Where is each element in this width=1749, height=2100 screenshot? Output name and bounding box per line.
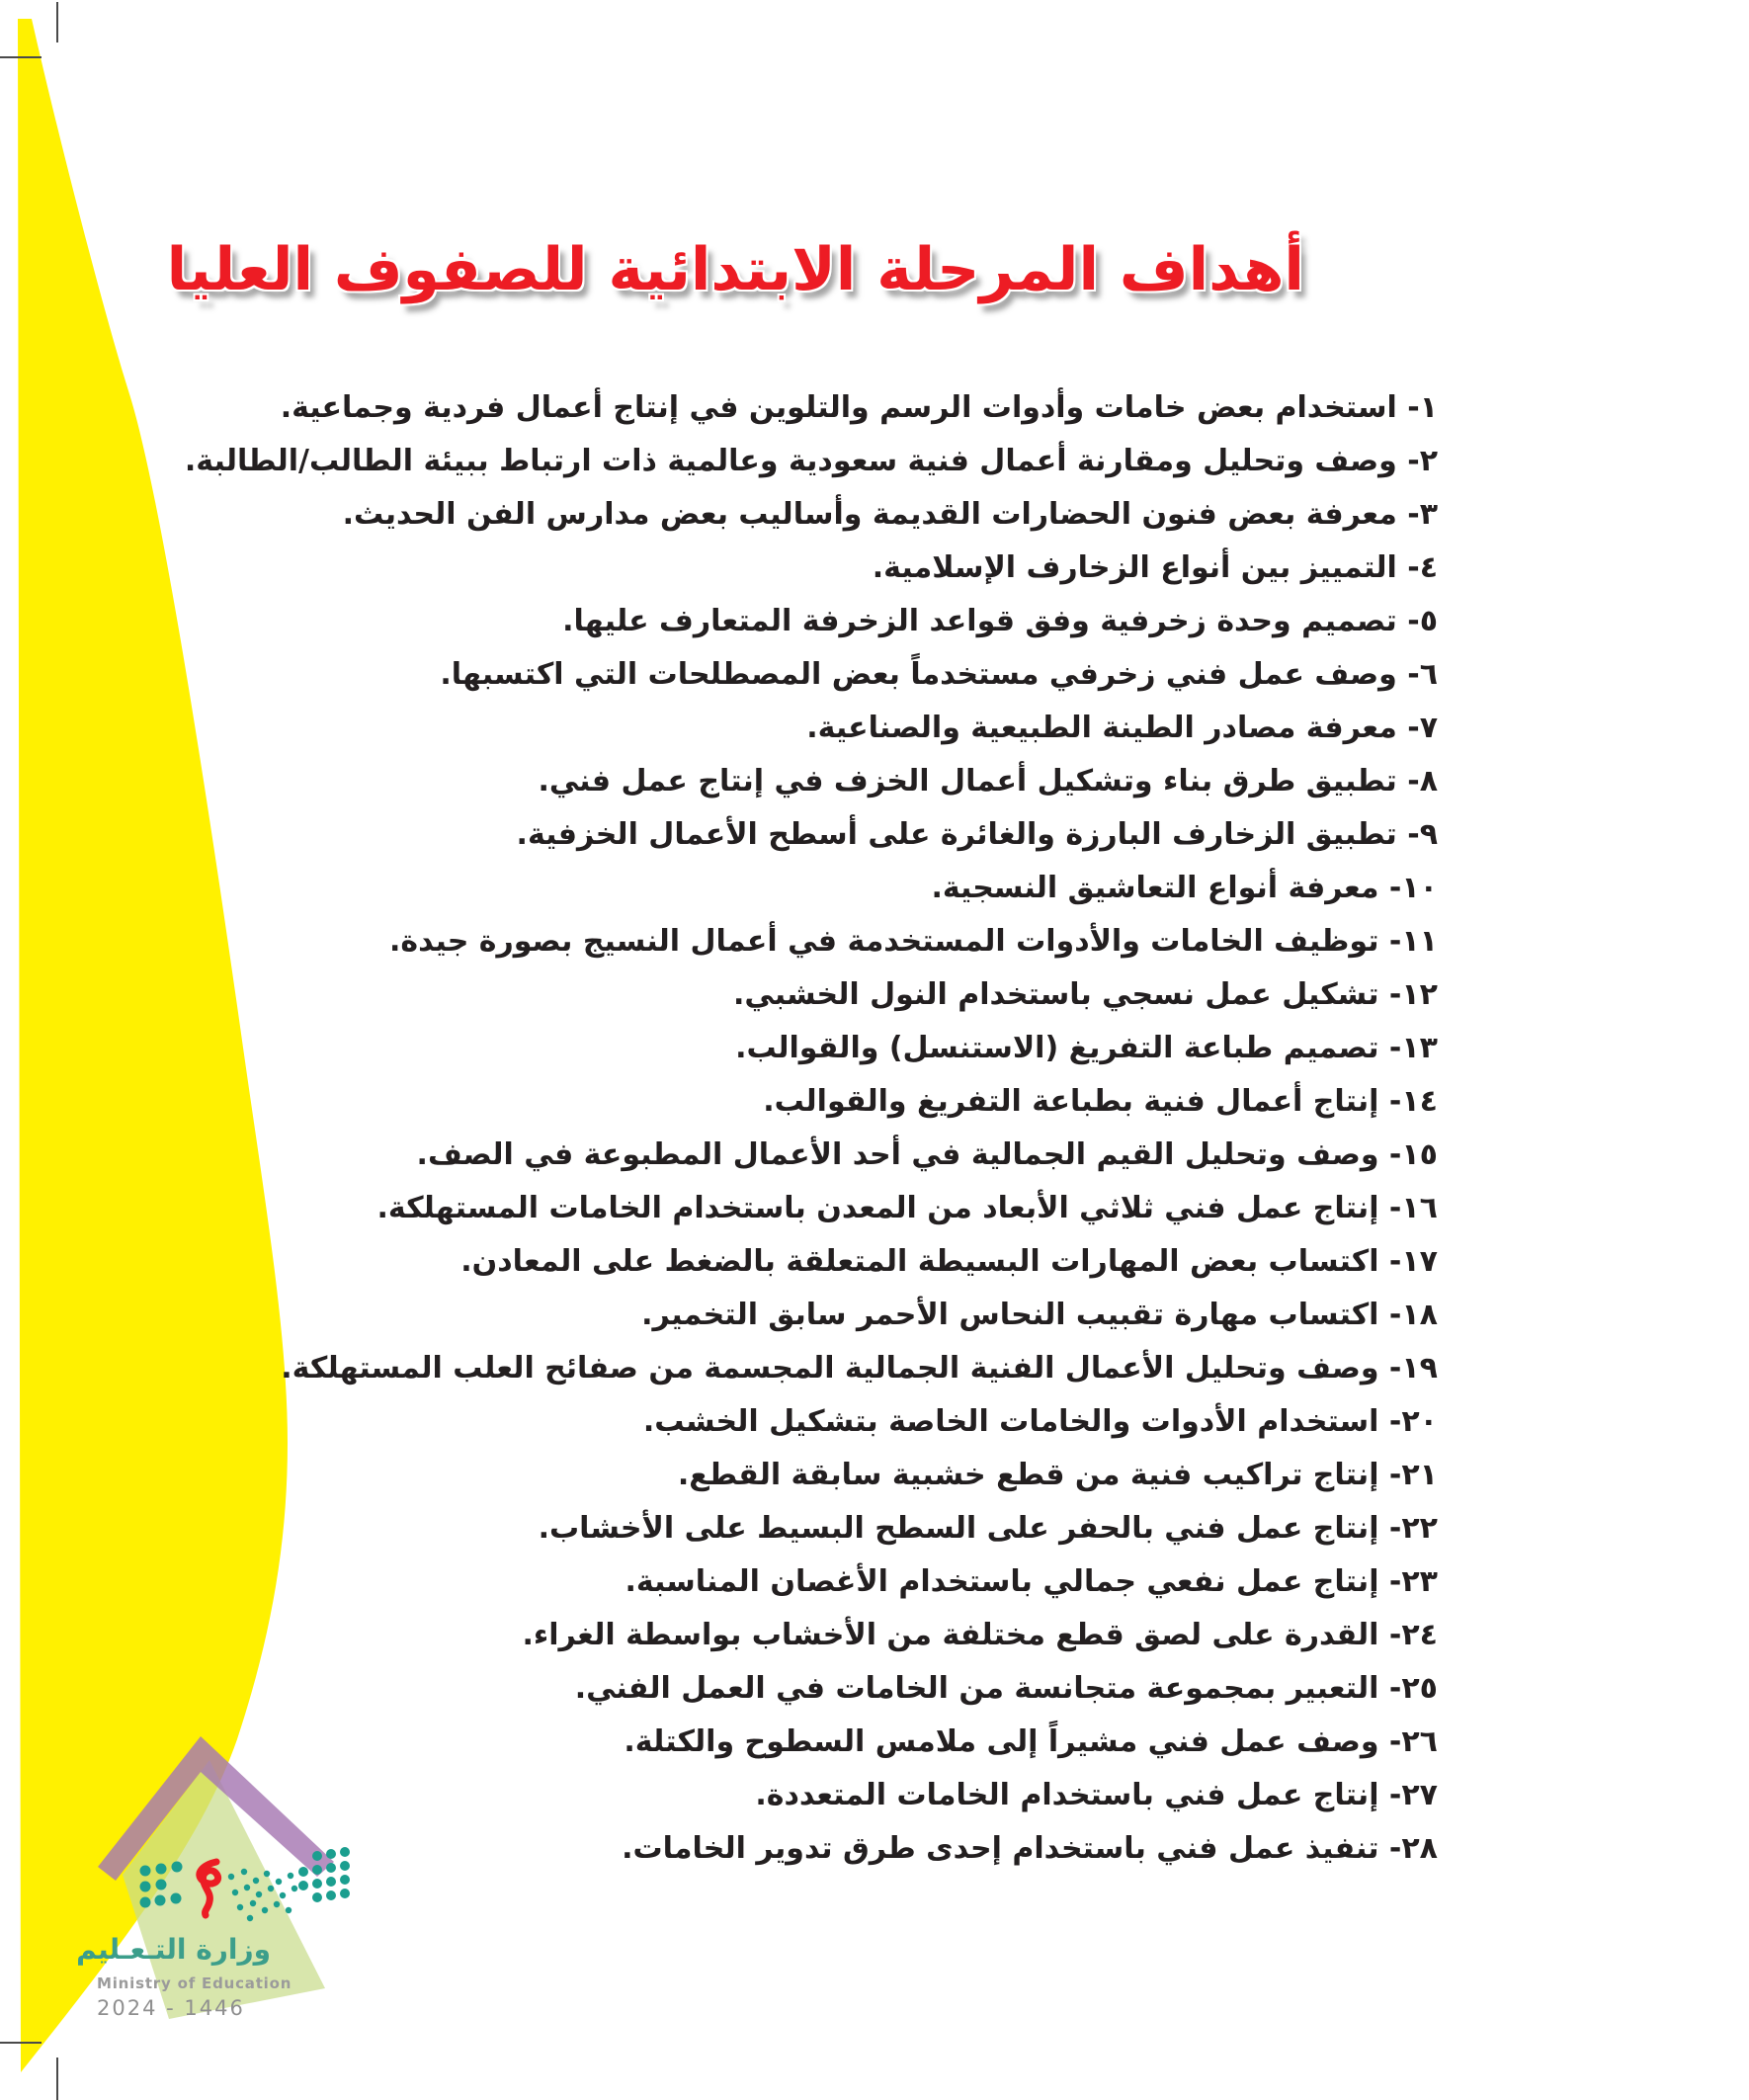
- objective-item: ٢٨- تنفيذ عمل فني باستخدام إحدى طرق تدوير الخامات.: [622, 1831, 1438, 1866]
- objective-item: ١٠- معرفة أنواع التعاشيق النسجية.: [931, 871, 1438, 905]
- objective-item: ٢٦- وصف عمل فني مشيراً إلى ملامس السطوح والكتلة.: [624, 1724, 1438, 1759]
- objective-item: ١- استخدام بعض خامات وأدوات الرسم والتلوين في إنتاج أعمال فردية وجماعية.: [280, 390, 1438, 425]
- objective-item: ٢- وصف وتحليل ومقارنة أعمال فنية سعودية وعالمية ذات ارتباط ببيئة الطالب/الطالبة.: [184, 444, 1438, 478]
- objective-item: ٢١- إنتاج تراكيب فنية من قطع خشبية سابقة القطع.: [677, 1458, 1438, 1492]
- objective-item: ١٩- وصف وتحليل الأعمال الفنية الجمالية المجسمة من صفائح العلب المستهلكة.: [281, 1351, 1438, 1386]
- objective-item: ١٣- تصميم طباعة التفريغ (الاستنسل) والقوالب.: [735, 1031, 1438, 1065]
- ministry-name-english: Ministry of Education: [97, 1974, 292, 1992]
- objective-item: ١٧- اكتساب بعض المهارات البسيطة المتعلقة بالضغط على المعادن.: [460, 1244, 1438, 1279]
- objective-item: ٢٥- التعبير بمجموعة متجانسة من الخامات في العمل الفني.: [574, 1671, 1438, 1706]
- objective-item: ١٤- إنتاج أعمال فنية بطباعة التفريغ والقوالب.: [763, 1084, 1438, 1119]
- objective-item: ٢٠- استخدام الأدوات والخامات الخاصة بتشكيل الخشب.: [642, 1404, 1438, 1439]
- objective-item: ٨- تطبيق طرق بناء وتشكيل أعمال الخزف في إنتاج عمل فني.: [538, 764, 1438, 798]
- objective-item: ٧- معرفة مصادر الطينة الطبيعية والصناعية.: [806, 711, 1438, 745]
- ministry-wordmark-arabic: وزارة التـعـليم: [76, 1933, 271, 1966]
- objective-item: ٥- تصميم وحدة زخرفية وفق قواعد الزخرفة المتعارف عليها.: [562, 604, 1438, 638]
- objective-item: ٢٧- إنتاج عمل فني باستخدام الخامات المتعددة.: [755, 1778, 1438, 1812]
- objective-item: ١١- توظيف الخامات والأدوات المستخدمة في أعمال النسيج بصورة جيدة.: [389, 924, 1438, 959]
- objectives-list: [184, 381, 1438, 1876]
- page-title: أهداف المرحلة الابتدائية للصفوف العليا: [166, 235, 1304, 304]
- objective-item: ١٦- إنتاج عمل فني ثلاثي الأبعاد من المعدن باستخدام الخامات المستهلكة.: [376, 1191, 1438, 1225]
- objective-item: ٢٣- إنتاج عمل نفعي جمالي باستخدام الأغصان المناسبة.: [625, 1564, 1438, 1599]
- objective-item: ١٢- تشكيل عمل نسجي باستخدام النول الخشبي.: [733, 977, 1438, 1012]
- objective-item: ٤- التمييز بين أنواع الزخارف الإسلامية.: [872, 550, 1438, 585]
- objective-item: ٦- وصف عمل فني زخرفي مستخدماً بعض المصطلحات التي اكتسبها.: [440, 657, 1438, 692]
- objective-item: ٢٤- القدرة على لصق قطع مختلفة من الأخشاب بواسطة الغراء.: [522, 1618, 1438, 1652]
- objective-item: ١٥- وصف وتحليل القيم الجمالية في أحد الأعمال المطبوعة في الصف.: [416, 1137, 1438, 1172]
- objective-item: ١٨- اكتساب مهارة تقبيب النحاس الأحمر سابق التخمير.: [641, 1298, 1438, 1332]
- objective-item: ٢٢- إنتاج عمل فني بالحفر على السطح البسيط على الأخشاب.: [538, 1511, 1438, 1546]
- objective-item: ٩- تطبيق الزخارف البارزة والغائرة على أسطح الأعمال الخزفية.: [516, 817, 1438, 852]
- edition-years: 2024 - 1446: [97, 1996, 245, 2020]
- objective-item: ٣- معرفة بعض فنون الحضارات القديمة وأساليب بعض مدارس الفن الحديث.: [342, 497, 1438, 532]
